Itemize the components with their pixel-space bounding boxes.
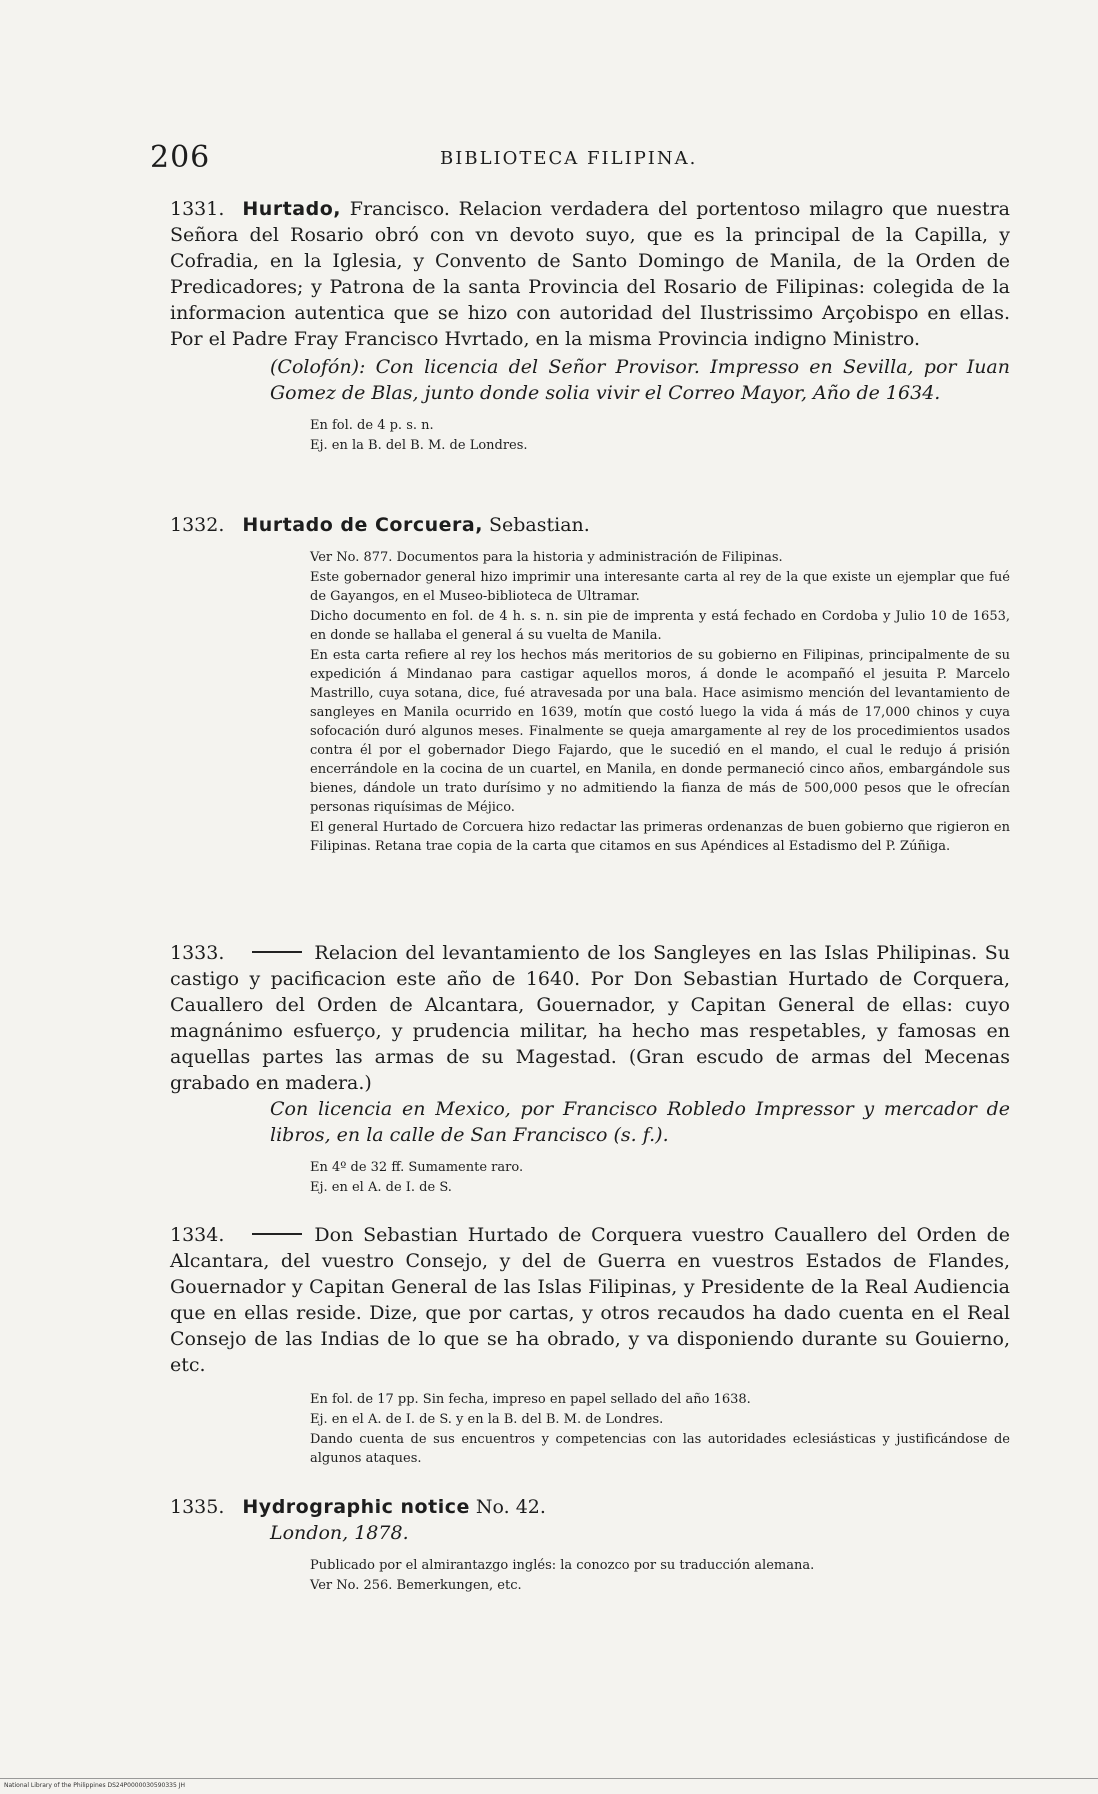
entry-heading bbox=[170, 1494, 1010, 1520]
author-name: Hurtado de Corcuera, bbox=[242, 514, 483, 536]
entry-number: 1331. bbox=[170, 198, 225, 220]
ditto-dash bbox=[252, 1233, 302, 1235]
note-line: En 4º de 32 ff. Sumamente raro. bbox=[310, 1160, 524, 1175]
title-text: Relacion del levantamiento de los Sangleyes en las Islas Philipinas. Su castigo y pacificacion este año de 1640. Por Don Sebastian Hurtado de Corquera, Cauallero del Orden de Alcantara, Gouernador, y Capitan General de ellas: cuyo magnánimo esfuerço, y prudencia militar, ha hecho mas respetables, y famosas en aquellas partes las armas de su Magestad. (Gran escudo de armas del Mecenas grabado en madera.) bbox=[170, 942, 1010, 1094]
note-line: Ej. en la B. del B. M. de Londres. bbox=[310, 438, 528, 453]
page-number: 206 bbox=[150, 140, 211, 175]
note-line: Ver No. 256. Bemerkungen, etc. bbox=[310, 1578, 522, 1593]
entry-notes bbox=[170, 1390, 1010, 1468]
entry-text bbox=[170, 196, 1010, 352]
entry-notes bbox=[170, 416, 1010, 455]
note-line: En esta carta refiere al rey los hechos más meritorios de su gobierno en Filipinas, principalmente de su expedición á Mindanao para castigar aquellos moros, á donde le acompañó el jesuita P. Marcelo Mastrillo, cuya sotana, dice, fué atravesada por una bala. Hace asimismo mención del levantamiento de sangleyes en Manila ocurrido en 1639, motín que costó luego la vida á más de 17,000 chinos y cuya sofocación duró algunos meses. Finalmente se queja amargamente al rey de los procedimientos usados contra él por el gobernador Diego Fajardo, que le sucedió en el mando, el cual le redujo á prisión encerrándole en la cocina de un cuartel, en Manila, en donde permaneció cinco años, embargándole sus bienes, dándole un trato durísimo y no admitiendo la fianza de más de 500,000 pesos que le ofrecían personas riquísimas de Méjico. bbox=[310, 648, 1010, 815]
title-text: Don Sebastian Hurtado de Corquera vuestro Cauallero del Orden de Alcantara, del vuestro Consejo, y del de Guerra en vuestros Estados de Flandes, Gouernador y Capitan General de las Islas Filipinas, y Presidente de la Real Audiencia que en ellas reside. Dize, que por cartas, y otros recaudos ha dado cuenta en el Real Consejo de las Indias de lo que se ha obrado, y va disponiendo durante su Gouierno, etc. bbox=[170, 1224, 1010, 1376]
note-line: El general Hurtado de Corcuera hizo redactar las primeras ordenanzas de buen gobierno que rigieron en Filipinas. Retana trae copia de la carta que citamos en sus Apéndices al Estadismo del P. Zúñiga. bbox=[310, 820, 1010, 854]
entry-notes bbox=[170, 1556, 1010, 1595]
scan-footer: National Library of the Philippines DS24P0000030590335 JH bbox=[4, 1782, 185, 1789]
note-line: En fol. de 17 pp. Sin fecha, impreso en papel sellado del año 1638. bbox=[310, 1392, 751, 1407]
entry-notes bbox=[170, 1158, 1010, 1197]
author-name-rest: No. 42. bbox=[469, 1496, 546, 1518]
entry-1334 bbox=[170, 1222, 1010, 1468]
imprint: London, 1878. bbox=[270, 1522, 409, 1544]
entry-number: 1332. bbox=[170, 514, 225, 536]
entry-text bbox=[170, 1222, 1010, 1378]
note-line: Ej. en el A. de I. de S. bbox=[310, 1180, 452, 1195]
footer-divider bbox=[0, 1778, 1098, 1779]
author-name-rest: Francisco. bbox=[340, 198, 450, 220]
ditto-dash bbox=[252, 951, 302, 953]
page-header bbox=[150, 140, 1010, 180]
entry-1333 bbox=[170, 940, 1010, 1197]
note-line: Ej. en el A. de I. de S. y en la B. del B. M. de Londres. bbox=[310, 1412, 664, 1427]
note-line: Dando cuenta de sus encuentros y competencias con las autoridades eclesiásticas y justificándose de algunos ataques. bbox=[310, 1432, 1010, 1466]
running-title: BIBLIOTECA FILIPINA. bbox=[440, 148, 698, 169]
author-name-rest: Sebastian. bbox=[482, 514, 590, 536]
entry-1332 bbox=[170, 512, 1010, 856]
entry-text bbox=[170, 940, 1010, 1096]
note-line: Dicho documento en fol. de 4 h. s. n. sin pie de imprenta y está fechado en Cordoba y Julio 10 de 1653, en donde se hallaba el general á su vuelta de Manila. bbox=[310, 609, 1010, 643]
author-name: Hydrographic notice bbox=[242, 1496, 470, 1518]
entry-number: 1333. bbox=[170, 942, 225, 964]
author-name: Hurtado, bbox=[242, 198, 341, 220]
note-line: Este gobernador general hizo imprimir una interesante carta al rey de la que existe un ejemplar que fué de Gayangos, en el Museo-biblioteca de Ultramar. bbox=[310, 570, 1010, 604]
entry-heading bbox=[170, 512, 1010, 538]
note-line: Ver No. 877. Documentos para la historia y administración de Filipinas. bbox=[310, 550, 783, 565]
colophon: (Colofón): Con licencia del Señor Provisor. Impresso en Sevilla, por Iuan Gomez de Blas, junto donde solia vivir el Correo Mayor, Año de 1634. bbox=[270, 356, 1010, 404]
note-line: En fol. de 4 p. s. n. bbox=[310, 418, 434, 433]
title-text: Relacion verdadera del portentoso milagro que nuestra Señora del Rosario obró con vn devoto suyo, que es la principal de la Capilla, y Cofradia, en la Iglesia, y Convento de Santo Domingo de Manila, de la Orden de Predicadores; y Patrona de la santa Provincia del Rosario de Filipinas: colegida de la informacion autentica que se hizo con autoridad del Ilustrissimo Arçobispo en ellas. Por el Padre Fray Francisco Hvrtado, en la misma Provincia indigno Ministro. bbox=[170, 198, 1010, 350]
imprint: Con licencia en Mexico, por Francisco Robledo Impressor y mercador de libros, en la calle de San Francisco (s. f.). bbox=[270, 1098, 1010, 1146]
entry-notes bbox=[170, 548, 1010, 856]
note-line: Publicado por el almirantazgo inglés: la conozco por su traducción alemana. bbox=[310, 1558, 815, 1573]
entry-number: 1335. bbox=[170, 1496, 225, 1518]
entry-number: 1334. bbox=[170, 1224, 225, 1246]
entry-1331 bbox=[170, 196, 1010, 455]
entry-1335 bbox=[170, 1494, 1010, 1595]
